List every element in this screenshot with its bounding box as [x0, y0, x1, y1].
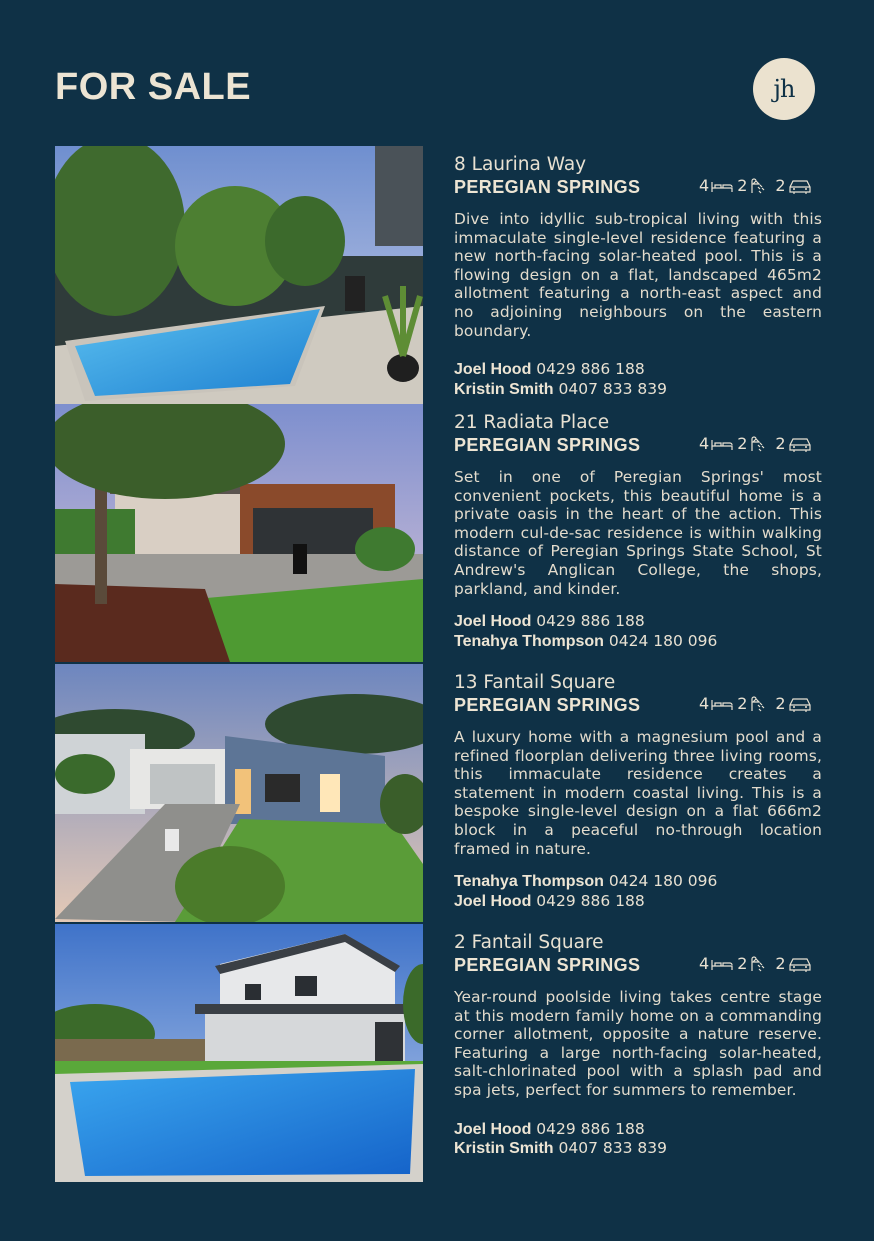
listing-description: Set in one of Peregian Springs' most convenient pockets, this beautiful home is a private oasis in the heart of the action. This modern cul-de-sac residence is within walking distance of Peregian Springs State School, St Andrew's Anglican College, the shops, parkland, and kinder.	[454, 468, 822, 598]
bed-icon	[711, 437, 733, 451]
agent-contact	[454, 1120, 822, 1140]
agent-phone: 0407 833 839	[558, 379, 667, 398]
agent-name: Kristin Smith	[454, 380, 554, 398]
car-count: 2	[775, 954, 786, 973]
agent-name: Kristin Smith	[454, 1140, 554, 1158]
agent-name: Joel Hood	[454, 613, 532, 631]
listing-photo-house-front	[55, 664, 423, 922]
bath-icon	[749, 435, 767, 453]
agent-name: Tenahya Thompson	[454, 873, 604, 891]
bathroom-count: 2	[737, 176, 748, 195]
agent-contact	[454, 892, 822, 912]
agent-contact	[454, 612, 822, 632]
bed-icon	[711, 697, 733, 711]
agent-list	[454, 612, 822, 651]
agent-phone: 0424 180 096	[608, 631, 718, 650]
agent-phone: 0429 886 188	[536, 612, 645, 631]
listing-suburb: PEREGIAN SPRINGS	[454, 177, 641, 197]
bedroom-count: 4	[699, 694, 710, 713]
car-icon	[788, 696, 812, 712]
agent-phone: 0429 886 188	[536, 1119, 645, 1138]
car-count: 2	[775, 176, 786, 195]
listing-photo-pool-house	[55, 924, 423, 1182]
logo-text: jh	[773, 75, 795, 103]
listing-address: 8 Laurina Way	[454, 154, 587, 175]
listing-address: 21 Radiata Place	[454, 412, 610, 433]
listing-info	[454, 932, 822, 1159]
listing-card	[0, 924, 874, 1182]
car-icon	[788, 436, 812, 452]
agent-name: Joel Hood	[454, 1120, 532, 1138]
bedroom-count: 4	[699, 434, 710, 453]
listing-suburb: PEREGIAN SPRINGS	[454, 955, 641, 975]
listing-photo-pool	[55, 146, 423, 404]
bathroom-count: 2	[737, 434, 748, 453]
listing-features	[697, 434, 812, 453]
bath-icon	[749, 177, 767, 195]
listing-photo-house-garden	[55, 404, 423, 662]
bath-icon	[749, 695, 767, 713]
listing-suburb: PEREGIAN SPRINGS	[454, 435, 641, 455]
bed-icon	[711, 179, 733, 193]
agent-name: Joel Hood	[454, 892, 532, 910]
listing-description: A luxury home with a magnesium pool and a refined floorplan delivering three living rooms, this immaculate residence creates a statement in modern coastal living. This is a bespoke single-level design on a flat 666m2 block in a peaceful no-through location framed in nature.	[454, 728, 822, 858]
car-icon	[788, 956, 812, 972]
listing-address: 2 Fantail Square	[454, 932, 604, 953]
car-icon	[788, 178, 812, 194]
agent-contact	[454, 360, 822, 380]
agent-phone: 0429 886 188	[536, 360, 645, 379]
listing-features	[697, 954, 812, 973]
bedroom-count: 4	[699, 954, 710, 973]
listing-card	[0, 146, 874, 404]
agent-phone: 0424 180 096	[608, 872, 718, 891]
listing-info	[454, 412, 822, 651]
agent-contact	[454, 632, 822, 652]
bedroom-count: 4	[699, 176, 710, 195]
listing-info	[454, 154, 822, 399]
agent-list	[454, 360, 822, 399]
listing-description: Year-round poolside living takes centre stage at this modern family home on a commanding corner allotment, opposite a nature reserve. Featuring a large north-facing solar-heated, salt-chlorinated pool with a splash pad and spa jets, perfect for summers to remember.	[454, 988, 822, 1099]
bathroom-count: 2	[737, 694, 748, 713]
agent-name: Joel Hood	[454, 361, 532, 379]
listing-features	[697, 694, 812, 713]
jh-logo	[753, 58, 815, 120]
car-count: 2	[775, 694, 786, 713]
agent-contact	[454, 380, 822, 400]
listing-address: 13 Fantail Square	[454, 672, 616, 693]
listing-info	[454, 672, 822, 911]
agent-list	[454, 1120, 822, 1159]
agent-phone: 0407 833 839	[558, 1139, 667, 1158]
listing-features	[697, 176, 812, 195]
agent-name: Tenahya Thompson	[454, 632, 604, 650]
bath-icon	[749, 955, 767, 973]
car-count: 2	[775, 434, 786, 453]
listing-suburb: PEREGIAN SPRINGS	[454, 695, 641, 715]
bathroom-count: 2	[737, 954, 748, 973]
agent-list	[454, 872, 822, 911]
agent-contact	[454, 1139, 822, 1159]
agent-contact	[454, 872, 822, 892]
agent-phone: 0429 886 188	[536, 891, 645, 910]
listing-description: Dive into idyllic sub-tropical living with this immaculate single-level residence featuring a new north-facing solar-heated pool. This is a flowing design on a flat, landscaped 465m2 allotment featuring a north-east aspect and no adjoining neighbours on the eastern boundary.	[454, 210, 822, 340]
listing-card	[0, 404, 874, 662]
listing-card	[0, 664, 874, 922]
bed-icon	[711, 957, 733, 971]
page-title: FOR SALE	[55, 66, 252, 108]
